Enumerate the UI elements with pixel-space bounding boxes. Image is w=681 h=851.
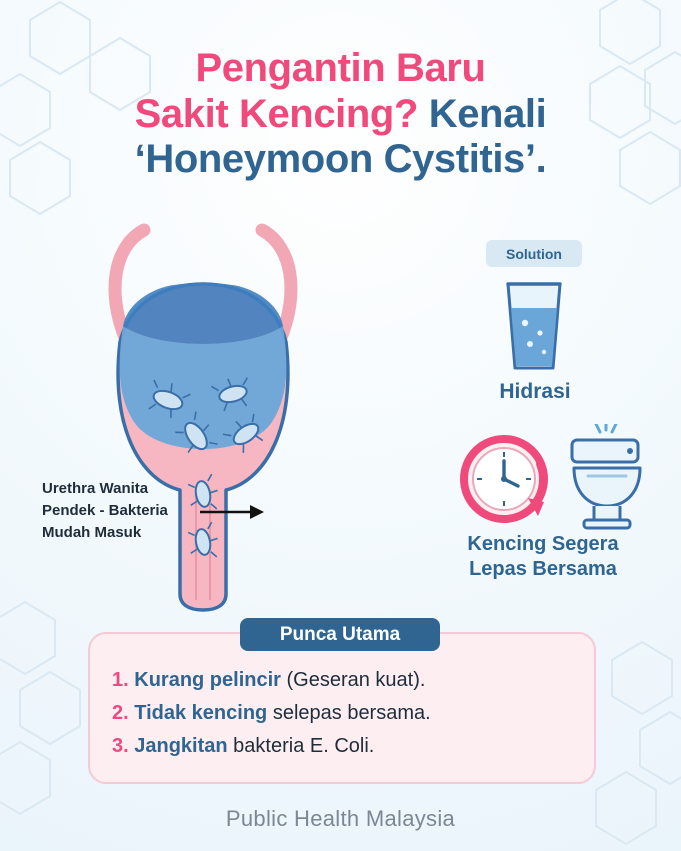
title-line-2-pink-text: Sakit Kencing? — [134, 91, 418, 136]
urethra-annotation-line-1: Urethra Wanita — [42, 480, 149, 497]
water-glass-icon — [492, 278, 576, 374]
causes-list — [112, 664, 572, 763]
footer-brand: Public Health Malaysia — [225, 806, 456, 831]
cause-emphasis: Jangkitan — [134, 735, 228, 757]
causes-panel-title: Punca Utama — [240, 618, 440, 651]
list-item — [112, 664, 572, 697]
arrow-right-icon — [198, 500, 268, 524]
title-line-1-text: Pengantin Baru — [195, 46, 486, 90]
urinate-label-line-1: Kencing Segera — [467, 533, 619, 555]
urinate-after-label — [418, 532, 668, 582]
list-item — [112, 697, 572, 730]
title-line-2 — [0, 92, 681, 138]
urethra-annotation — [42, 478, 212, 543]
bladder-anatomy-illustration — [48, 222, 378, 612]
clock-arrow-icon — [452, 424, 562, 534]
title-line-1 — [0, 46, 681, 92]
cause-number: 3. — [112, 735, 129, 757]
list-item — [112, 730, 572, 763]
cause-rest: (Geseran kuat). — [280, 669, 426, 691]
cause-rest: selepas bersama. — [267, 702, 431, 724]
urethra-annotation-line-2: Pendek - Bakteria — [42, 501, 168, 519]
hydration-label: Hidrasi — [499, 380, 571, 403]
title-line-3 — [0, 137, 681, 183]
cause-number: 1. — [112, 669, 129, 691]
urethra-annotation-line-3: Mudah Masuk — [42, 523, 142, 541]
page-title — [0, 46, 681, 183]
cause-emphasis: Tidak kencing — [134, 702, 268, 724]
cause-number: 2. — [112, 702, 129, 724]
solution-badge: Solution — [486, 240, 582, 267]
title-line-3-text: ‘Honeymoon Cystitis’. — [134, 137, 547, 182]
cause-rest: bakteria E. Coli. — [227, 735, 375, 757]
toilet-icon — [560, 424, 656, 534]
urinate-label-line-2: Lepas Bersama — [469, 558, 617, 580]
title-line-2-blue-text: Kenali — [418, 91, 547, 136]
cause-emphasis: Kurang pelincir — [134, 669, 281, 691]
